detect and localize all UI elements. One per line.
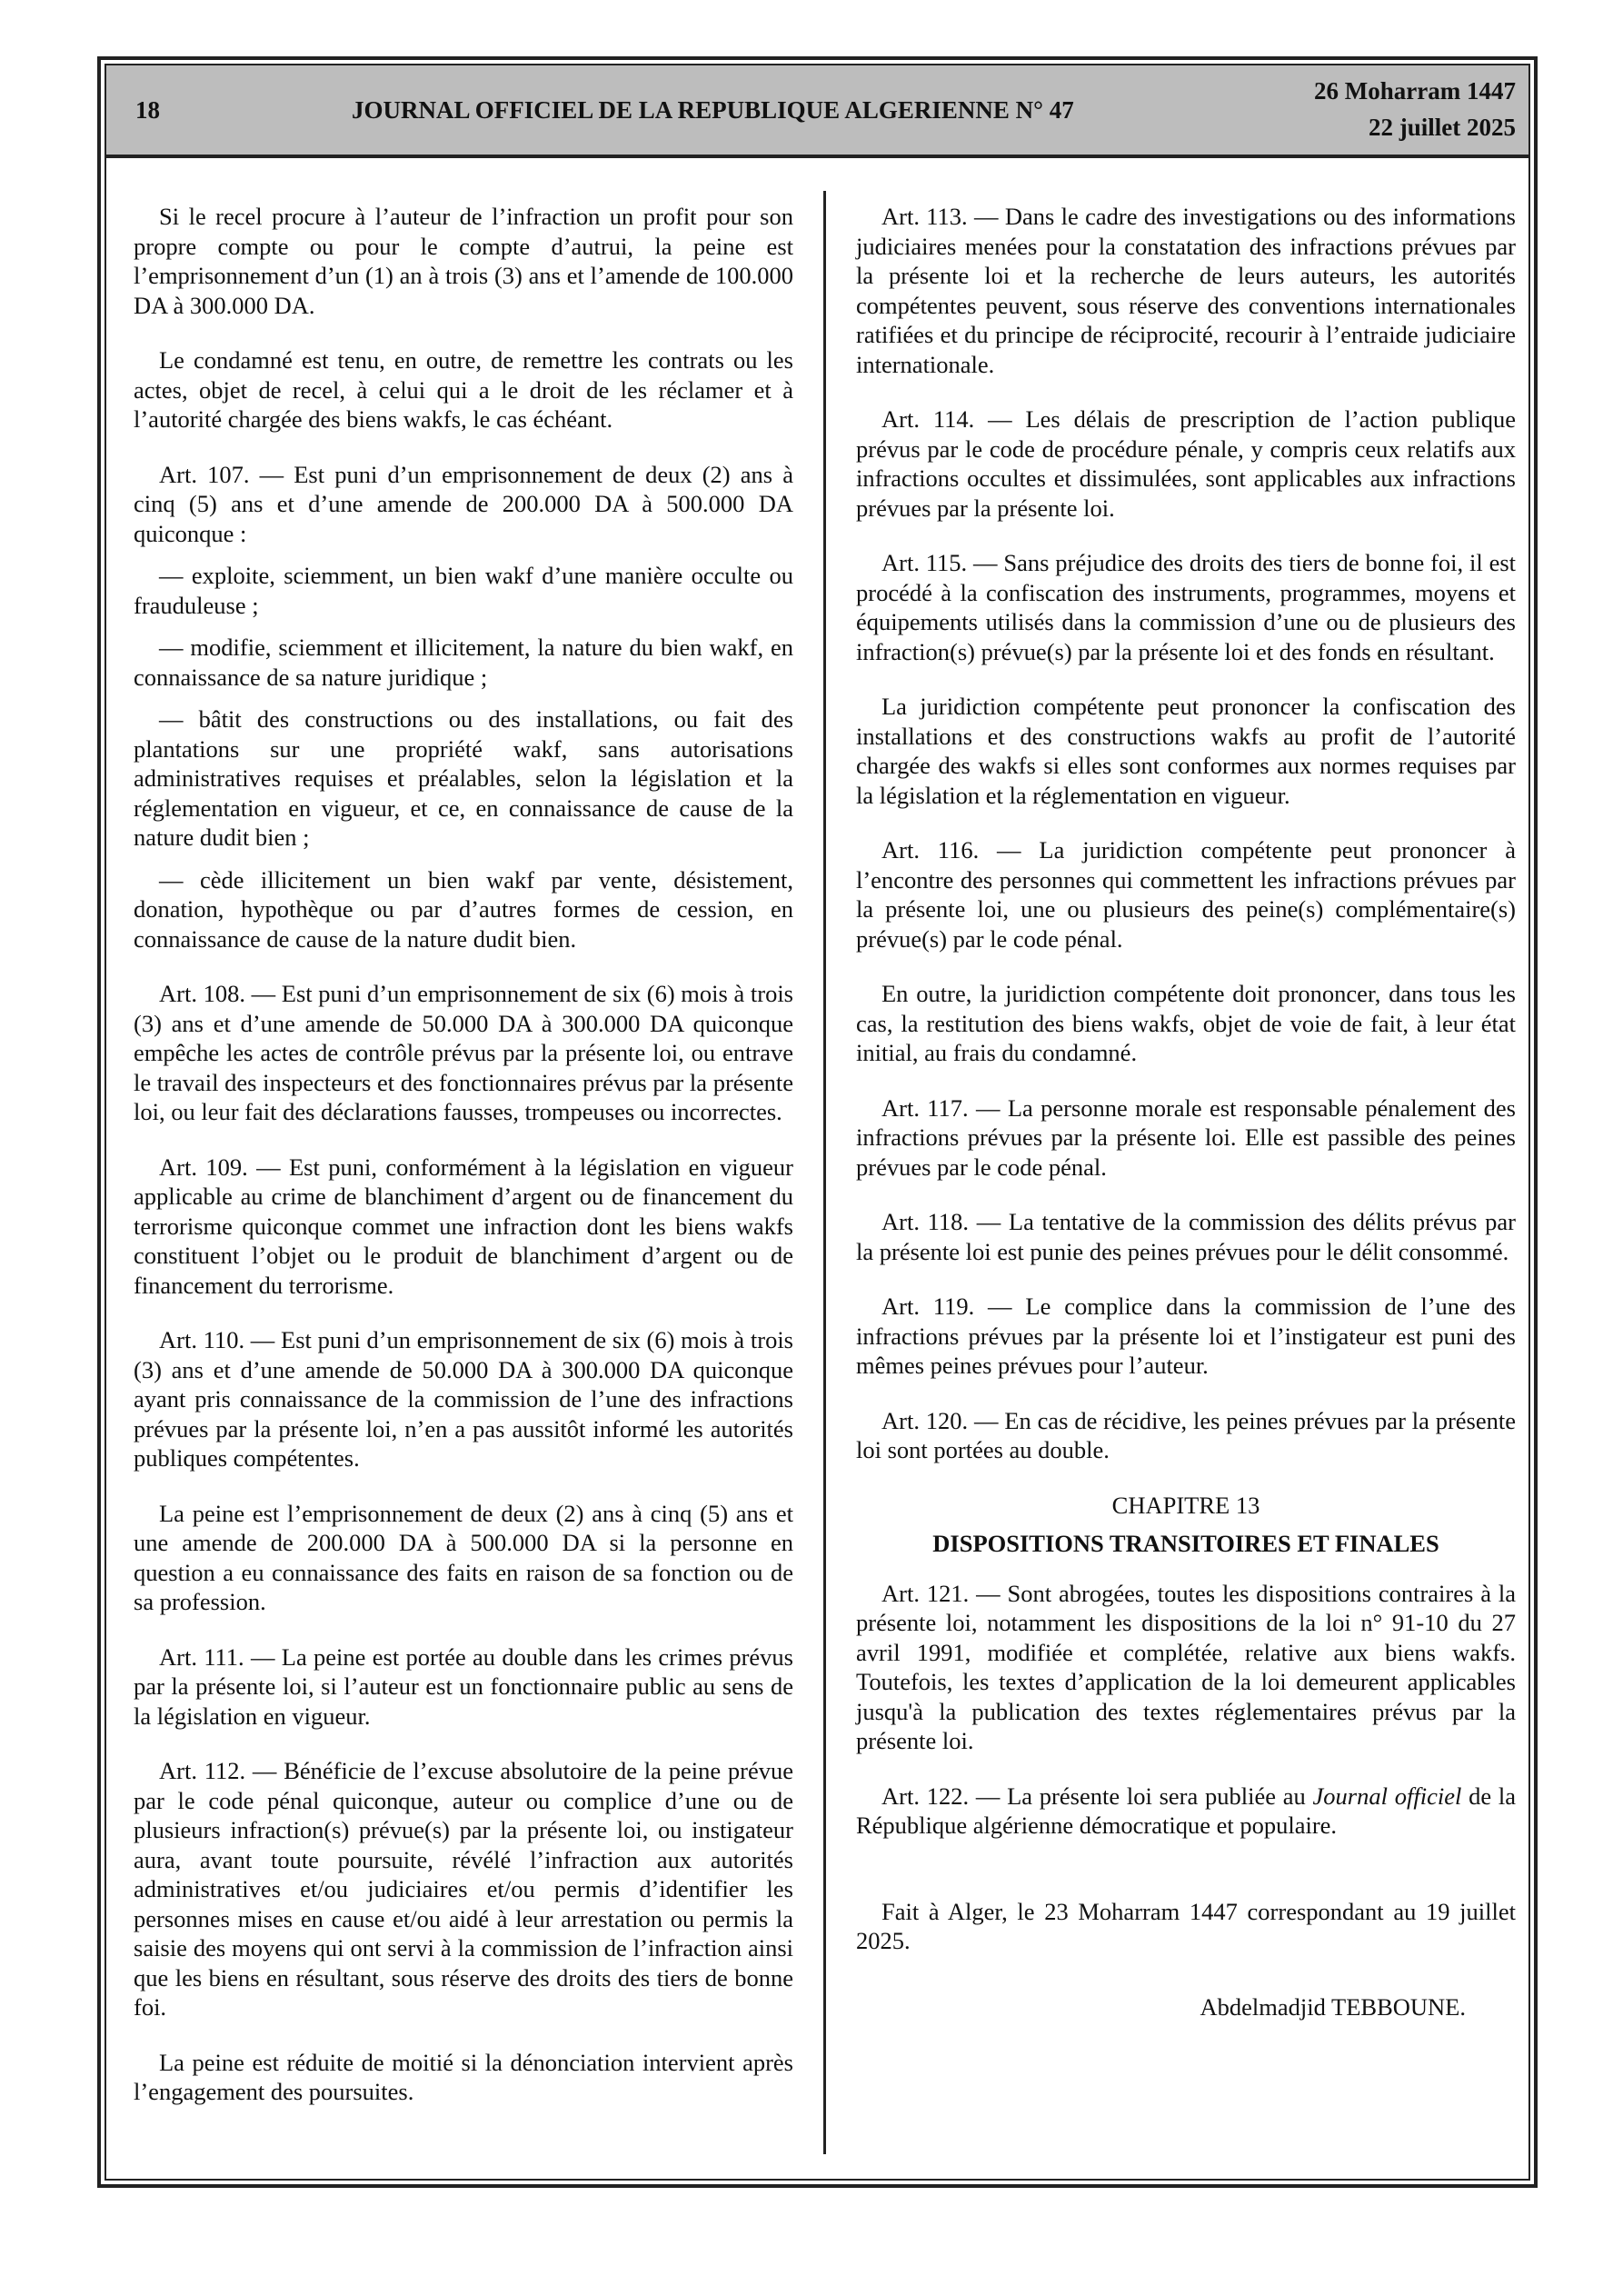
issue-date: [1314, 73, 1516, 145]
list-item: — bâtit des constructions ou des installations, ou fait des plantations sur une propriété wakf, sans autorisations administratives requises et préalables, selon la législation et la réglementation en vigueur, et ce, en connaissance de cause de la nature dudit bien ;: [134, 705, 793, 851]
article-107: Art. 107. — Est puni d’un emprisonnement de deux (2) ans à cinq (5) ans et d’une amende de 200.000 DA à 500.000 DA quiconque :: [134, 460, 793, 547]
column-divider: [823, 191, 826, 2154]
left-column: [134, 202, 793, 2132]
paragraph: La juridiction compétente peut prononcer la confiscation des installations et des constructions wakfs au profit de l’autorité chargée des wakfs si elles sont conformes aux normes requises par la législation et la réglementation en vigueur.: [856, 693, 1516, 809]
article-120: Art. 120. — En cas de récidive, les peines prévues par la présente loi sont portées au double.: [856, 1406, 1516, 1463]
right-column: [856, 202, 1516, 2047]
article-108: Art. 108. — Est puni d’un emprisonnement de six (6) mois à trois (3) ans et d’une amende de 50.000 DA à 300.000 DA quiconque empêche les actes de contrôle prévus par la présente loi, ou entrave le travail des inspecteurs et des fonctionnaires prévus par la présente loi, ou leur fait des déclarations fausses, trompeuses ou incorrectes.: [134, 980, 793, 1125]
article-116: Art. 116. — La juridiction compétente peut prononcer à l’encontre des personnes qui commettent les infractions prévues par la présente loi, une ou plusieurs des peine(s) complémentaire(s) prévue(s) par le code pénal.: [856, 836, 1516, 953]
article-122: [856, 1782, 1516, 1841]
article-115: Art. 115. — Sans préjudice des droits des tiers de bonne foi, il est procédé à la confiscation des instruments, programmes, moyens et équipements utilisés dans la commission d’une ou de plusieurs des infraction(s) prévue(s) par la présente loi et des fonds en résultant.: [856, 549, 1516, 665]
paragraph: Le condamné est tenu, en outre, de remettre les contrats ou les actes, objet de recel, à celui qui a le droit de les réclamer et à l’autorité chargée des biens wakfs, le cas échéant.: [134, 346, 793, 433]
list-item: — cède illicitement un bien wakf par vente, désistement, donation, hypothèque ou par d’autres formes de cession, en connaissance de cause de la nature dudit bien.: [134, 865, 793, 953]
list-item: — exploite, sciemment, un bien wakf d’une manière occulte ou frauduleuse ;: [134, 562, 793, 619]
article-117: Art. 117. — La personne morale est responsable pénalement des infractions prévues par la présente loi. Elle est passible des peines prévues par le code pénal.: [856, 1093, 1516, 1181]
place-date: Fait à Alger, le 23 Moharram 1447 correspondant au 19 juillet 2025.: [856, 1897, 1516, 1954]
paragraph: La peine est l’emprisonnement de deux (2) ans à cinq (5) ans et une amende de 200.000 DA à 500.000 DA si la personne en question a eu connaissance des faits en raison de sa fonction ou de sa profession.: [134, 1499, 793, 1615]
list-item: — modifie, sciemment et illicitement, la nature du bien wakf, en connaissance de sa nature juridique ;: [134, 634, 793, 691]
paragraph: La peine est réduite de moitié si la dénonciation intervient après l’engagement des poursuites.: [134, 2048, 793, 2105]
text: Art. 122. — La présente loi sera publiée au: [881, 1782, 1313, 1810]
paragraph: En outre, la juridiction compétente doit prononcer, dans tous les cas, la restitution des biens wakfs, objet de voie de fait, à leur état initial, au frais du condamné.: [856, 980, 1516, 1066]
article-110: Art. 110. — Est puni d’un emprisonnement de six (6) mois à trois (3) ans et d’une amende de 50.000 DA à 300.000 DA quiconque ayant pris connaissance de la commission de l’une des infractions prévues par la présente loi, n’en a pas aussitôt informé les autorités publiques compétentes.: [134, 1326, 793, 1472]
article-119: Art. 119. — Le complice dans la commission de l’une des infractions prévues par la présente loi et l’instigateur est puni des mêmes peines prévues pour l’auteur.: [856, 1293, 1516, 1379]
journal-title: JOURNAL OFFICIEL DE LA REPUBLIQUE ALGERIENNE N° 47: [352, 96, 1074, 124]
article-109: Art. 109. — Est puni, conformément à la législation en vigueur applicable au crime de blanchiment d’argent ou de financement du terrorisme quiconque commet une infraction dont les biens wakfs constituent l’objet ou le produit de blanchiment d’argent ou de financement du terrorisme.: [134, 1153, 793, 1299]
article-118: Art. 118. — La tentative de la commission des délits prévus par la présente loi est punie des peines prévues pour le délit consommé.: [856, 1208, 1516, 1265]
chapter-label: CHAPITRE 13: [1111, 1491, 1260, 1519]
paragraph: Si le recel procure à l’auteur de l’infraction un profit pour son propre compte ou pour le compte d’autrui, la peine est l’emprisonnement d’un (1) an à trois (3) ans et l’amende de 100.000 DA à 300.000 DA.: [134, 203, 793, 319]
article-111: Art. 111. — La peine est portée au double dans les crimes prévus par la présente loi, si l’auteur est un fonctionnaire public au sens de la législation en vigueur.: [134, 1642, 793, 1730]
article-113: Art. 113. — Dans le cadre des investigations ou des informations judiciaires menées pour la constatation des infractions prévues par la présente loi et la recherche de leurs auteurs, les autorités compétentes peuvent, sous réserve des conventions internationales ratifiées et du principe de réciprocité, recourir à l’entraide judiciaire internationale.: [856, 203, 1516, 378]
chapter-title: DISPOSITIONS TRANSITOIRES ET FINALES: [932, 1530, 1439, 1557]
page-frame: [97, 56, 1538, 2188]
journal-header: [106, 65, 1528, 158]
page-number: 18: [135, 96, 160, 124]
article-112: Art. 112. — Bénéficie de l’excuse absolutoire de la peine prévue par le code pénal quiconque, auteur ou complice d’une ou de plusieurs infraction(s) prévue(s) par la présente loi, ou instigateur aura, avant toute poursuite, révélé l’infraction aux autorités administratives et/ou judiciaires et/ou permis d’identifier les personnes mises en cause et/ou aidé à leur arrestation ou permis la saisie des moyens qui ont servi à la commission de l’infraction ainsi que les biens en résultant, sous réserve des droits des tiers de bonne foi.: [134, 1757, 793, 2021]
article-114: Art. 114. — Les délais de prescription de l’action publique prévus par le code de procédure pénale, y compris ceux relatifs aux infractions occultes et dissimulées, sont applicables aux infractions prévues par la présente loi.: [856, 405, 1516, 522]
date-gregorian: 22 juillet 2025: [1369, 114, 1516, 141]
text: de la République algérienne démocratique et populaire.: [856, 1782, 1516, 1839]
signature: Abdelmadjid TEBBOUNE.: [1200, 1992, 1466, 2021]
article-121: Art. 121. — Sont abrogées, toutes les dispositions contraires à la présente loi, notamment les dispositions de la loi n° 91-10 du 27 avril 1991, modifiée et complétée, relative aux biens wakfs. Toutefois, les textes d’application de la loi demeurent applicables jusqu'à la publication des textes réglementaires prévus par la présente loi.: [856, 1579, 1516, 1754]
date-hijri: 26 Moharram 1447: [1314, 77, 1516, 105]
journal-name: Journal officiel: [1312, 1782, 1462, 1810]
